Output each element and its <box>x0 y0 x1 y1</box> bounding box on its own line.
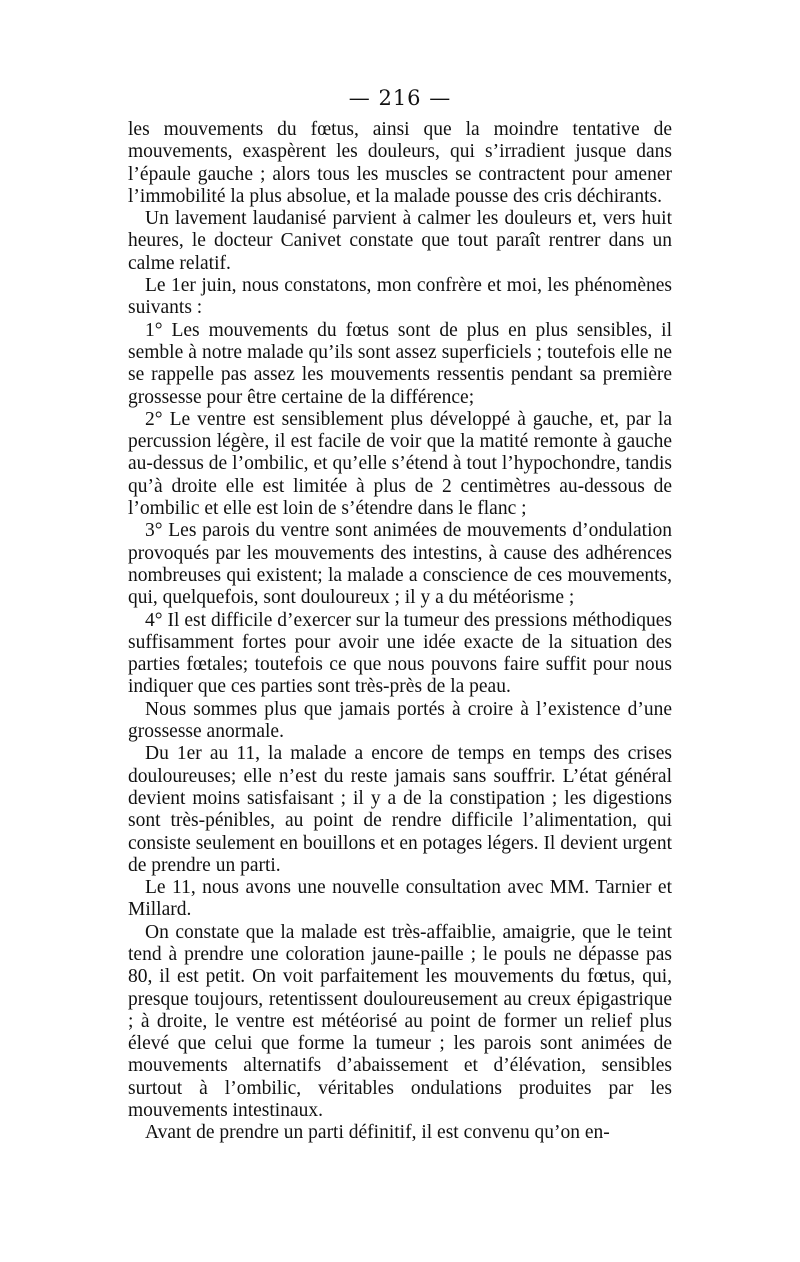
paragraph: Un lavement laudanisé parvient à calmer les douleurs et, vers huit heures, le docteur Canivet constate que tout paraît rentrer dans un calme relatif. <box>128 208 672 274</box>
body-text <box>128 119 672 1145</box>
paragraph: les mouvements du fœtus, ainsi que la moindre tentative de mouvements, exaspèrent les douleurs, qui s’irradient jusque dans l’épaule gauche ; alors tous les muscles se contractent pour amener l’immobilité la plus absolue, et la malade pousse des cris déchirants. <box>128 119 672 207</box>
page-number: — 216 — <box>348 86 452 110</box>
paragraph: Le 11, nous avons une nouvelle consultation avec MM. Tarnier et Millard. <box>128 877 672 921</box>
paragraph: Du 1er au 11, la malade a encore de temps en temps des crises douloureuses; elle n’est du reste jamais sans souffrir. L’état général devient moins satisfaisant ; il y a de la constipation ; les digestions sont très-pénibles, au point de rendre difficile l’alimentation, qui consiste seulement en bouillons et en potages légers. Il devient urgent de prendre un parti. <box>128 743 672 876</box>
paragraph: 3° Les parois du ventre sont animées de mouvements d’ondulation provoqués par les mouvements des intestins, à cause des adhérences nombreuses qui existent; la malade a conscience de ces mouvements, qui, quelquefois, sont douloureux ; il y a du météorisme ; <box>128 520 672 609</box>
paragraph: 4° Il est difficile d’exercer sur la tumeur des pressions méthodiques suffisamment fortes pour avoir une idée exacte de la situation des parties fœtales; toutefois ce que nous pouvons faire suffit pour nous indiquer que ces parties sont très-près de la peau. <box>128 609 672 698</box>
paragraph: 1° Les mouvements du fœtus sont de plus en plus sensibles, il semble à notre malade qu’ils sont assez superficiels ; toutefois elle ne se rappelle pas assez les mouvements ressentis pendant sa première grossesse pour être certaine de la différence; <box>128 319 672 408</box>
paragraph: Nous sommes plus que jamais portés à croire à l’existence d’une grossesse anormale. <box>128 698 672 743</box>
paragraph: On constate que la malade est très-affaiblie, amaigrie, que le teint tend à prendre une coloration jaune-paille ; le pouls ne dépasse pas 80, il est petit. On voit parfaitement les mouvements du fœtus, qui, presque toujours, retentissent douloureusement au creux épigastrique ; à droite, le ventre est météorisé au point de former un relief plus élevé que celui que forme la tumeur ; les parois sont animées de mouvements alternatifs d’abaissement et d’élévation, sensibles surtout à l’ombilic, véritables ondulations produites par les mouvements intestinaux. <box>128 921 672 1122</box>
paragraph: 2° Le ventre est sensiblement plus développé à gauche, et, par la percussion légère, il est facile de voir que la matité remonte à gauche au-dessus de l’ombilic, et qu’elle s’étend à tout l’hypochondre, tandis qu’à droite elle est limitée à plus de 2 centimètres au-dessous de l’ombilic et elle est loin de s’étendre dans le flanc ; <box>128 408 672 520</box>
paragraph: Avant de prendre un parti définitif, il est convenu qu’on en- <box>145 1122 610 1144</box>
paragraph: Le 1er juin, nous constatons, mon confrère et moi, les phénomènes suivants : <box>128 275 672 319</box>
